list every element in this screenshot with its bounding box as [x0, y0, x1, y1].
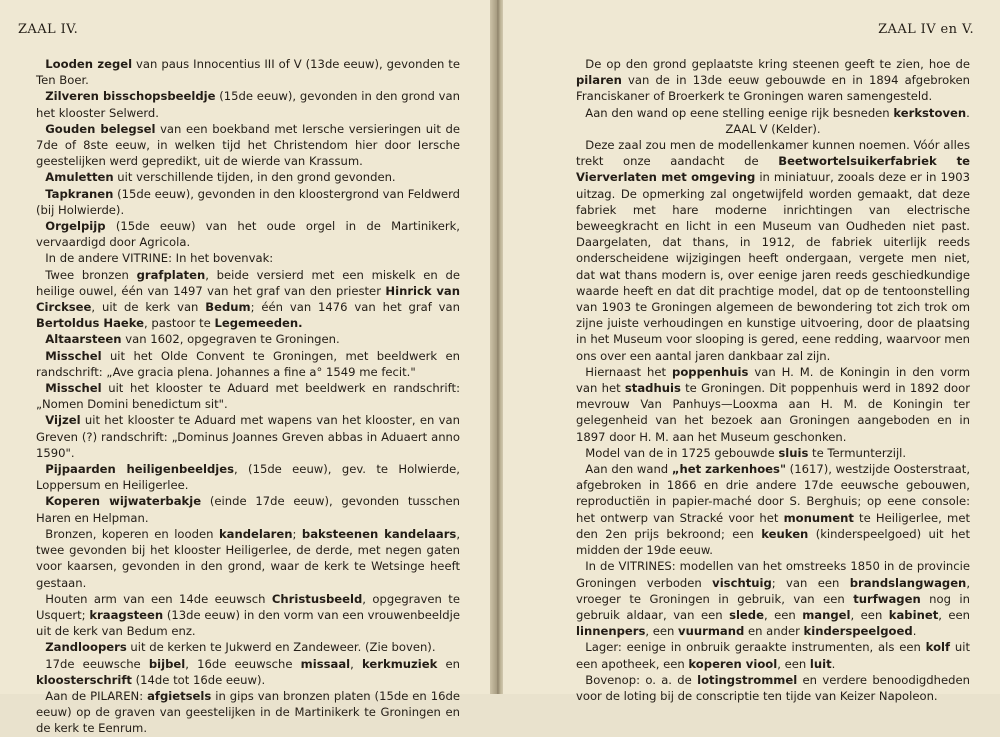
- text-run: in miniatuur, zooals deze er in 1903 uitzag. De opmerking zal ongetwijfeld worden gemaakt, dat deze fabriek met hare moderne inrichtingen van electrische beweegkracht en licht in een Museum van Oudheden niet past. Daargelaten, dat thans, in 1912, de fabriek uiterlijk reeds onderscheidene wijzigingen heeft ondergaan, vergete men niet, dat wat thans modern is, over eenige jaren reeds geschiedkundige waarde heeft en dat dit prachtige model, dat op de tentoonstelling van 1903 te Groningen algemeen de bewondering tot zich trok om zijne juiste verhoudingen en kunstige uitvoering, door de plaatsing in het Museum voor slooping is gered, eene redding, waarvoor men ons over een aantal jaren dankbaar zal zijn.: [576, 170, 970, 363]
- paragraph: [36, 121, 460, 170]
- bold-term: Misschel: [45, 348, 102, 363]
- text-run: , (15de eeuw), gev. te Holwierde, Loppersum en Heiligerlee.: [36, 462, 460, 493]
- text-run: van paus Innocentius III of V (13de eeuw), gevonden te Ten Boer.: [36, 57, 460, 88]
- text-run: 17de eeuwsche: [45, 656, 149, 671]
- page-body: [576, 56, 970, 704]
- text-run: De op den grond geplaatste kring steenen geeft te zien, hoe de: [585, 57, 970, 71]
- text-run: (15de eeuw), gevonden in den grond van het klooster Selwerd.: [36, 89, 460, 120]
- text-run: (einde 17de eeuw), gevonden tusschen Haren en Helpman.: [36, 494, 460, 525]
- paragraph: [576, 364, 970, 445]
- text-run: , 16de eeuwsche: [185, 656, 301, 671]
- bold-term: Altaarsteen: [45, 332, 122, 347]
- paragraph: [36, 461, 460, 493]
- bold-term: luit: [809, 656, 832, 671]
- bold-term: kloosterschrift: [36, 672, 132, 687]
- text-run: In de VITRINES: modellen van het omstreeks 1850 in de provincie Groningen verboden: [576, 559, 970, 590]
- bold-term: Misschel: [45, 381, 102, 396]
- text-run: uit een apotheek, een: [576, 640, 970, 671]
- text-run: (15de eeuw), gevonden in den kloostergrond van Feldwerd (bij Holwierde).: [36, 186, 460, 217]
- paragraph: [36, 186, 460, 218]
- text-run: , een: [850, 607, 889, 622]
- text-run: van H. M. de Koningin in den vorm van het: [576, 364, 970, 396]
- text-run: , opgegraven te Usquert;: [36, 591, 460, 622]
- bold-term: vuurmand: [678, 624, 745, 639]
- bold-term: Bedum: [205, 300, 251, 315]
- bold-term: Bertoldus Haeke: [36, 316, 145, 331]
- text-run: , een: [645, 624, 679, 639]
- paragraph: [36, 493, 460, 525]
- text-run: (kinderspeelgoed) uit het midden der 19de eeuw.: [576, 526, 970, 558]
- paragraph: [36, 267, 460, 332]
- bold-term: Beetwortelsuikerfabriek te Vierverlaten met omgeving: [576, 154, 970, 185]
- text-run: te Heiligerlee, met den 2en prijs bekroond; een: [576, 510, 971, 541]
- paragraph: [36, 688, 460, 737]
- text-run: Lager: eenige in onbruik geraakte instrumenten, als een: [585, 640, 926, 655]
- text-run: , een: [763, 607, 803, 622]
- text-run: en: [437, 656, 460, 671]
- text-run: (13de eeuw) in den vorm van een vrouwenbeeldje uit de kerk van Bedum enz.: [36, 607, 460, 639]
- bold-term: Legemeeden.: [214, 316, 303, 331]
- text-run: , twee gevonden bij het klooster Heiligerlee, de derde, met negen gaten voor kaarsen, gevonden in den grond, waar de kerk te Wetsinge heeft gestaan.: [36, 526, 460, 590]
- text-run: , vroeger te Groningen in gebruik, van een: [576, 575, 971, 606]
- text-run: van 1602, opgegraven te Groningen.: [121, 332, 340, 347]
- text-run: , uit de kerk van: [91, 300, 206, 315]
- bold-term: kabinet: [888, 607, 939, 622]
- text-run: ; van een: [771, 575, 850, 590]
- bold-term: brandslangwagen: [849, 575, 967, 590]
- text-run: , een: [938, 607, 971, 622]
- text-run: en ander: [744, 624, 804, 639]
- bold-term: poppenhuis: [672, 364, 749, 379]
- text-run: (15de eeuw) van het oude orgel in de Martinikerk, vervaardigd door Agricola.: [36, 219, 460, 250]
- bold-term: sluis: [778, 445, 809, 460]
- page-header: ZAAL IV en V.: [878, 22, 974, 37]
- text-run: Twee bronzen: [45, 267, 137, 282]
- bold-term: missaal: [300, 656, 351, 671]
- bold-term: Koperen wijwaterbakje: [45, 494, 202, 509]
- paragraph: [576, 137, 970, 364]
- bold-term: Looden zegel: [45, 57, 133, 71]
- text-run: van een boekband met Iersche versieringen uit de 7de of 8ste eeuw, in welken tijd het Christendom hier door Iersche geestelijken werd gepredikt, uit de wierde van Krassum.: [36, 121, 460, 169]
- paragraph: [576, 672, 970, 704]
- paragraph: [36, 56, 460, 88]
- bold-term: Gouden belegsel: [45, 121, 156, 136]
- paragraph: [576, 558, 970, 639]
- text-run: Houten arm van een 14de eeuwsch: [45, 591, 272, 606]
- text-run: ;: [292, 526, 302, 541]
- paragraph: [576, 56, 970, 105]
- paragraph: [576, 445, 970, 461]
- text-run: uit het klooster te Aduard met wapens van het klooster, en van Greven (?) randschrift: „Dominus Joannes Greven abbas in Aduaert anno 1590".: [36, 413, 460, 460]
- bold-term: turfwagen: [853, 591, 921, 606]
- text-run: en verdere benoodigdheden voor de loting bij de conscriptie ten tijde van Keizer Napoleon.: [576, 672, 970, 703]
- bold-term: Orgelpijp: [45, 219, 106, 234]
- paragraph: [36, 88, 460, 120]
- bold-term: afgietsels: [147, 688, 212, 703]
- text-run: Bronzen, koperen en looden: [45, 526, 219, 541]
- bold-term: mangel: [802, 607, 851, 622]
- bold-term: keuken: [761, 526, 809, 541]
- text-run: te Termunterzijl.: [808, 445, 907, 460]
- page-header: ZAAL IV.: [18, 22, 79, 37]
- paragraph: [36, 526, 460, 591]
- text-run: .: [831, 656, 836, 671]
- text-run: , pastoor te: [144, 316, 215, 331]
- bold-term: grafplaten: [136, 267, 206, 282]
- bold-term: Zandloopers: [45, 640, 127, 655]
- bold-term: koperen viool: [688, 656, 778, 671]
- paragraph: [576, 105, 970, 121]
- paragraph: [36, 639, 460, 655]
- text-run: Bovenop: o. a. de: [585, 672, 698, 687]
- bold-term: Amuletten: [45, 170, 114, 185]
- text-run: uit de kerken te Jukwerd en Zandeweer. (Zie boven).: [126, 640, 436, 655]
- bold-term: „het zarkenhoes": [671, 462, 786, 477]
- paragraph: [36, 380, 460, 412]
- bold-term: kandelaren: [218, 526, 293, 541]
- bold-term: kolf: [925, 640, 951, 655]
- bold-term: Christusbeeld: [271, 591, 363, 606]
- text-run: Model van de in 1725 gebouwde: [585, 445, 779, 460]
- text-run: (14de tot 16de eeuw).: [131, 672, 266, 687]
- bold-term: pilaren: [576, 73, 622, 88]
- bold-term: kerkstoven: [893, 105, 967, 120]
- text-run: Hiernaast het: [585, 364, 673, 379]
- text-run: (1617), westzijde Oosterstraat, afgebroken in 1866 en drie andere 17de eeuwsche gebouwen, reproductiën in papier-maché door S. Berghuis; op eene console: het ontwerp van Stracké voor het: [576, 462, 971, 525]
- right-page: [503, 0, 1000, 703]
- bold-term: linnenpers: [576, 624, 646, 639]
- bold-term: bijbel: [148, 656, 186, 671]
- text-run: uit verschillende tijden, in den grond gevonden.: [113, 170, 396, 185]
- paragraph: [36, 169, 460, 185]
- paragraph: [576, 639, 970, 671]
- paragraph: [36, 331, 460, 347]
- text-run: In de andere VITRINE: In het bovenvak:: [45, 251, 274, 266]
- bold-term: vischtuig: [712, 575, 772, 590]
- bold-term: stadhuis: [624, 381, 681, 396]
- text-run: nog in gebruik aldaar, van een: [576, 591, 970, 622]
- bold-term: Hinrick van Circksee: [36, 283, 460, 315]
- bold-term: kerkmuziek: [362, 656, 438, 671]
- text-run: .: [966, 105, 970, 120]
- paragraph: [36, 412, 460, 461]
- text-run: ,: [350, 656, 363, 671]
- section-heading: [576, 121, 970, 137]
- bold-term: slede: [729, 607, 764, 622]
- bold-term: Zilveren bisschopsbeeldje: [45, 89, 216, 104]
- bold-term: baksteenen kandelaars: [301, 526, 457, 541]
- text-run: ; één van 1476 van het graf van: [250, 300, 460, 315]
- paragraph: [36, 218, 460, 250]
- paragraph: [36, 656, 460, 688]
- bold-term: kraagsteen: [89, 607, 164, 622]
- bold-term: Vijzel: [45, 413, 81, 428]
- text-run: , een: [777, 656, 810, 671]
- bold-term: monument: [783, 510, 854, 525]
- paragraph: [36, 250, 460, 266]
- text-run: uit het Olde Convent te Groningen, met beeldwerk en randschrift: „Ave gracia plena. Johannes a fine a° 1549 me fecit.": [36, 348, 460, 379]
- text-run: .: [912, 624, 917, 639]
- text-run: Aan de PILAREN:: [45, 688, 148, 703]
- paragraph: [36, 348, 460, 380]
- text-run: uit het klooster te Aduard met beeldwerk en randschrift: „Nomen Domini benedictum sit".: [36, 381, 460, 412]
- text-run: Deze zaal zou men de modellenkamer kunnen noemen. Vóór alles trekt onze aandacht de: [576, 138, 970, 169]
- text-run: ZAAL V (Kelder).: [725, 121, 821, 136]
- page-body: [36, 56, 460, 737]
- bold-term: lotingstrommel: [697, 672, 798, 687]
- bold-term: kinderspeelgoed: [803, 624, 913, 639]
- text-run: Aan den wand: [585, 462, 672, 477]
- text-run: , beide versierd met een miskelk en de heilige ouwel, één van 1497 van het graf van den priester: [36, 267, 460, 298]
- text-run: Aan den wand op eene stelling eenige rijk besneden: [585, 105, 894, 120]
- paragraph: [36, 591, 460, 640]
- paragraph: [576, 461, 970, 558]
- text-run: in gips van bronzen platen (15de en 16de eeuw) op de graven van geestelijken in de Martinikerk te Groningen en de kerk te Eenrum.: [36, 688, 460, 736]
- bold-term: Pijpaarden heiligenbeeldjes: [45, 462, 234, 477]
- bold-term: Tapkranen: [45, 186, 114, 201]
- text-run: te Groningen. Dit poppenhuis werd in 1892 door mevrouw Van Panhuys—Looxma aan H. M. de Koningin ter gelegenheid van het bezoek aan Groningen aangeboden en in 1897 door H. M. aan het Museum geschonken.: [576, 381, 971, 444]
- text-run: van de in 13de eeuw gebouwde en in 1894 afgebroken Franciskaner of Broerkerk te Groningen waren samengesteld.: [576, 73, 970, 104]
- left-page: [0, 0, 492, 736]
